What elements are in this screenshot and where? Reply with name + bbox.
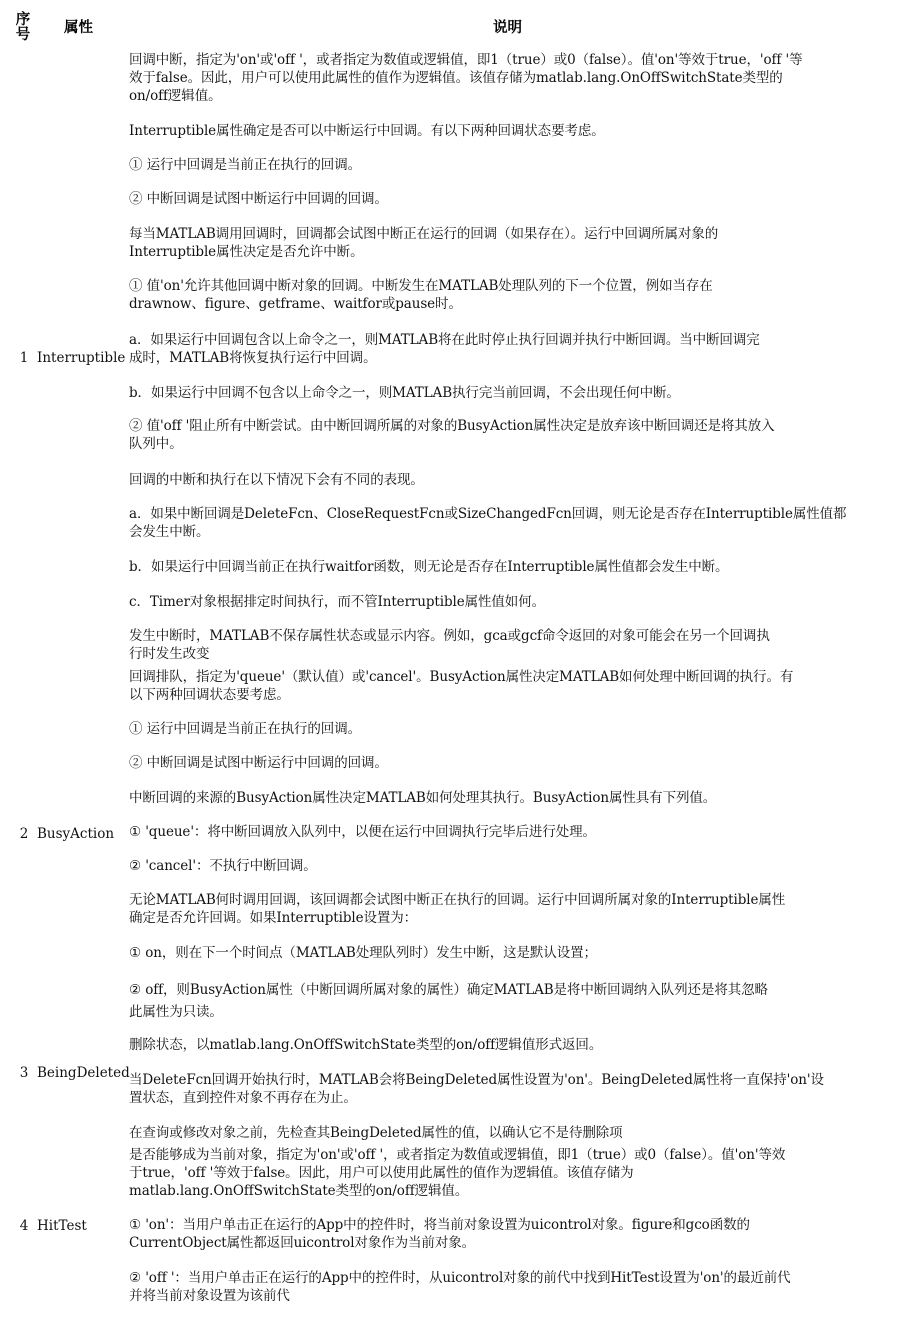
row-attribute: BusyAction bbox=[37, 826, 115, 842]
row-number: 1 bbox=[19, 350, 29, 366]
row-attribute: BeingDeleted bbox=[37, 1065, 130, 1081]
row-number: 2 bbox=[19, 826, 29, 842]
description-paragraph: ② 值'off '阻止所有中断尝试。由中断回调所属的对象的BusyAction属性决定是放弃该中断回调还是将其放入 队列中。 bbox=[129, 418, 775, 452]
description-paragraph: 在查询或修改对象之前，先检查其BeingDeleted属性的值，以确认它不是待删除项 bbox=[129, 1125, 623, 1141]
description-paragraph: ② 中断回调是试图中断运行中回调的回调。 bbox=[129, 191, 388, 207]
description-paragraph: 是否能够成为当前对象，指定为'on'或'off '，或者指定为数值或逻辑值，即1（true）或0（false）。值'on'等效 于true，'off '等效于false。因此，用户可以使用此属性的值作为逻辑值。该值存储为 matlab.lang.OnOffSwitchState类型的on/off逻辑值。 bbox=[129, 1147, 786, 1199]
description-paragraph: ① 运行中回调是当前正在执行的回调。 bbox=[129, 721, 361, 737]
column-header-seq: 序 号 bbox=[15, 11, 31, 43]
description-paragraph: b．如果运行中回调当前正在执行waitfor函数，则无论是否存在Interruptible属性值都会发生中断。 bbox=[129, 559, 729, 575]
description-paragraph: 每当MATLAB调用回调时，回调都会试图中断正在运行的回调（如果存在）。运行中回调所属对象的 Interruptible属性决定是否允许中断。 bbox=[129, 226, 719, 260]
description-paragraph: 当DeleteFcn回调开始执行时，MATLAB会将BeingDeleted属性设置为'on'。BeingDeleted属性将一直保持'on'设 置状态，直到控件对象不再存在为止。 bbox=[129, 1072, 824, 1106]
description-paragraph: ② 'cancel'：不执行中断回调。 bbox=[129, 858, 317, 874]
row-number: 3 bbox=[19, 1065, 29, 1081]
description-paragraph: 发生中断时，MATLAB不保存属性状态或显示内容。例如，gca或gcf命令返回的对象可能会在另一个回调执 行时发生改变 bbox=[129, 628, 770, 662]
description-paragraph: 回调的中断和执行在以下情况下会有不同的表现。 bbox=[129, 472, 424, 488]
description-paragraph: b．如果运行中回调不包含以上命令之一，则MATLAB执行完当前回调，不会出现任何中断。 bbox=[129, 385, 680, 401]
row-attribute: Interruptible bbox=[37, 350, 126, 366]
description-paragraph: a．如果运行中回调包含以上命令之一，则MATLAB将在此时停止执行回调并执行中断回调。当中断回调完 成时，MATLAB将恢复执行运行中回调。 bbox=[129, 332, 760, 366]
description-paragraph: 删除状态，以matlab.lang.OnOffSwitchState类型的on/off逻辑值形式返回。 bbox=[129, 1037, 603, 1053]
row-attribute: HitTest bbox=[37, 1218, 87, 1234]
description-paragraph: Interruptible属性确定是否可以中断运行中回调。有以下两种回调状态要考虑。 bbox=[129, 123, 605, 139]
description-paragraph: ② off，则BusyAction属性（中断回调所属对象的属性）确定MATLAB是将中断回调纳入队列还是将其忽略 此属性为只读。 bbox=[129, 982, 768, 1020]
description-paragraph: 回调中断，指定为'on'或'off '，或者指定为数值或逻辑值，即1（true）或0（false）。值'on'等效于true，'off '等 效于false。因此，用户可以使用此属性的值作为逻辑值。该值存储为matlab.lang.OnOffSwitchState类型的 on/off逻辑值。 bbox=[129, 52, 803, 104]
description-paragraph: ② 'off '：当用户单击正在运行的App中的控件时，从uicontrol对象的前代中找到HitTest设置为'on'的最近前代 并将当前对象设置为该前代 bbox=[129, 1270, 791, 1304]
description-paragraph: ① on，则在下一个时间点（MATLAB处理队列时）发生中断，这是默认设置； bbox=[129, 945, 597, 961]
description-paragraph: ① 值'on'允许其他回调中断对象的回调。中断发生在MATLAB处理队列的下一个位置，例如当存在 drawnow、figure、getframe、waitfor或pause时。 bbox=[129, 278, 713, 312]
description-paragraph: ② 中断回调是试图中断运行中回调的回调。 bbox=[129, 755, 388, 771]
description-paragraph: a．如果中断回调是DeleteFcn、CloseRequestFcn或SizeChangedFcn回调，则无论是否存在Interruptible属性值都 会发生中断。 bbox=[129, 506, 847, 540]
description-paragraph: ① 运行中回调是当前正在执行的回调。 bbox=[129, 157, 361, 173]
description-paragraph: c．Timer对象根据排定时间执行，而不管Interruptible属性值如何。 bbox=[129, 594, 546, 610]
description-paragraph: 回调排队，指定为'queue'（默认值）或'cancel'。BusyAction属性决定MATLAB如何处理中断回调的执行。有 以下两种回调状态要考虑。 bbox=[129, 669, 794, 703]
description-paragraph: 无论MATLAB何时调用回调，该回调都会试图中断正在执行的回调。运行中回调所属对象的Interruptible属性 确定是否允许回调。如果Interruptible设置为： bbox=[129, 892, 786, 926]
description-paragraph: ① 'on'：当用户单击正在运行的App中的控件时，将当前对象设置为uicontrol对象。figure和gco函数的 CurrentObject属性都返回uicontrol对象作为当前对象。 bbox=[129, 1217, 750, 1251]
description-paragraph: ① 'queue'：将中断回调放入队列中，以便在运行中回调执行完毕后进行处理。 bbox=[129, 824, 596, 840]
column-header-attribute: 属性 bbox=[64, 19, 93, 36]
row-number: 4 bbox=[19, 1218, 29, 1234]
description-paragraph: 中断回调的来源的BusyAction属性决定MATLAB如何处理其执行。BusyAction属性具有下列值。 bbox=[129, 790, 717, 806]
column-header-description: 说明 bbox=[493, 19, 522, 36]
